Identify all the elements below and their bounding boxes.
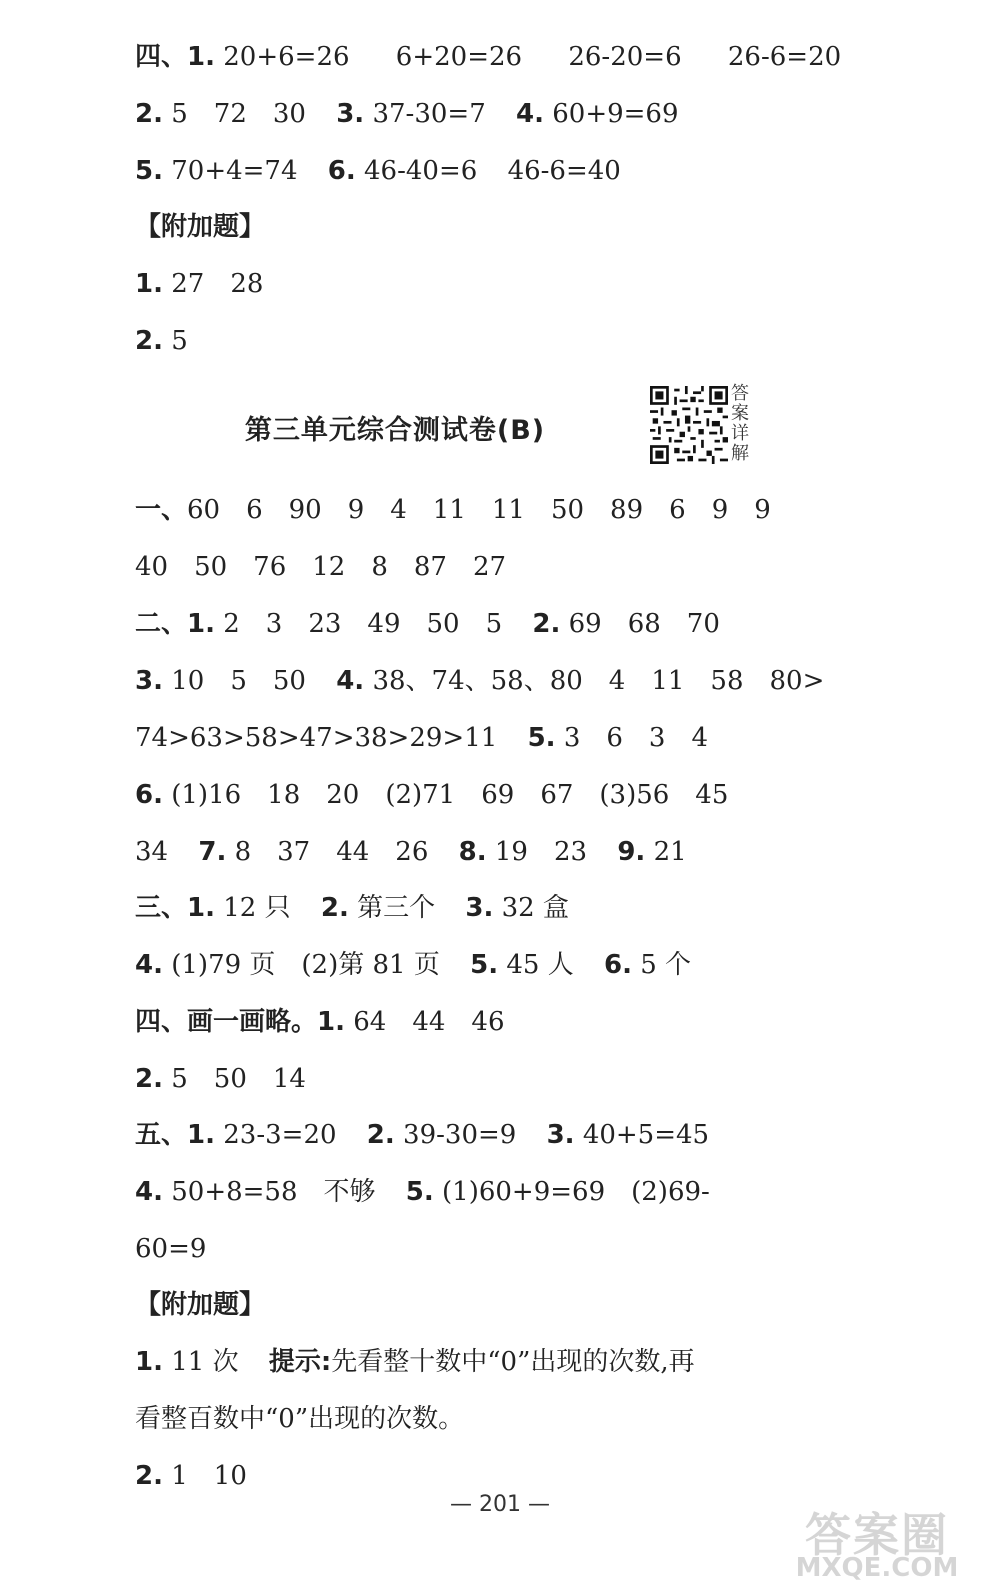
answer-text: (1)60+9=69 (2)69-	[442, 1177, 710, 1207]
answer-text: 26-6=20	[727, 42, 842, 72]
answer-line-wu	[135, 1117, 810, 1153]
answer-line	[135, 947, 810, 983]
answer-text: 38、74、58、80 4 11 58 80>	[372, 666, 825, 696]
item-number: 2.	[135, 1064, 163, 1094]
answer-text: 1 10	[171, 1461, 247, 1491]
section-head: 四、	[135, 42, 188, 72]
answer-text: 34	[135, 837, 169, 867]
section-head: 三、	[135, 893, 188, 923]
extra-heading-text: 【附加题】	[135, 212, 266, 242]
answer-text: 19 23	[494, 837, 588, 867]
answer-line	[135, 549, 810, 585]
answer-text: (1)79 页 (2)第 81 页	[171, 950, 440, 980]
hint-text: 先看整十数中“0”出现的次数,再	[331, 1347, 695, 1377]
answer-text: 8 37 44 26	[234, 837, 429, 867]
answer-text: 27 28	[171, 269, 264, 299]
answer-text: 第三个	[357, 893, 436, 923]
answer-line	[135, 1458, 810, 1494]
answer-text: 60+9=69	[552, 99, 679, 129]
item-number: 3.	[336, 99, 365, 129]
item-number: 3.	[135, 666, 163, 696]
item-number: 1.	[187, 42, 215, 72]
answer-line-si2	[135, 1004, 810, 1040]
answer-line	[135, 153, 810, 189]
page-number: — 201 —	[450, 1492, 550, 1517]
item-number: 1.	[135, 269, 163, 299]
item-number: 4.	[336, 666, 365, 696]
watermark-logo	[782, 1499, 972, 1583]
answer-text: 60=9	[135, 1234, 207, 1264]
item-number: 7.	[198, 837, 227, 867]
answer-line	[135, 1174, 810, 1210]
answer-text: 50+8=58 不够	[171, 1177, 376, 1207]
answer-line	[135, 1344, 810, 1380]
extra-heading-text: 【附加题】	[135, 1290, 266, 1320]
item-number: 6.	[135, 780, 163, 810]
item-number: 4.	[135, 950, 163, 980]
answer-text: 5 个	[640, 950, 692, 980]
answer-text: 40 50 76 12 8 87 27	[135, 552, 507, 582]
item-number: 1.	[317, 1007, 345, 1037]
extra-heading	[135, 1287, 810, 1323]
answer-line	[135, 96, 810, 132]
answer-text: 11 次	[171, 1347, 239, 1377]
answer-line	[135, 777, 810, 813]
item-number: 2.	[135, 99, 163, 129]
answer-line	[135, 720, 810, 756]
answer-line	[135, 1231, 810, 1267]
item-number: 5.	[135, 156, 163, 186]
answer-text: 5	[171, 326, 188, 356]
answer-text: 26-20=6	[568, 42, 682, 72]
answer-line	[135, 834, 810, 870]
qr-code-icon	[650, 386, 728, 464]
answer-text: 37-30=7	[372, 99, 486, 129]
answer-text: 20+6=26	[223, 42, 350, 72]
answer-line-san	[135, 890, 810, 926]
answer-text: 74>63>58>47>38>29>11	[135, 723, 498, 753]
item-number: 6.	[603, 950, 632, 980]
item-number: 2.	[135, 1461, 163, 1491]
item-number: 1.	[187, 609, 215, 639]
answer-line	[135, 1401, 810, 1437]
item-number: 5.	[470, 950, 499, 980]
answer-line-yi	[135, 492, 810, 528]
answer-text: 39-30=9	[403, 1120, 517, 1150]
item-number: 1.	[135, 1347, 163, 1377]
answer-text: 70+4=74	[171, 156, 298, 186]
item-number: 4.	[516, 99, 544, 129]
answer-text: 69 68 70	[568, 609, 720, 639]
answer-line	[135, 1061, 810, 1097]
item-number: 2.	[135, 326, 163, 356]
hint-text: 看整百数中“0”出现的次数。	[135, 1404, 465, 1434]
answer-text: 46-40=6	[364, 156, 478, 186]
answer-line	[135, 266, 810, 302]
answer-text: 21	[653, 837, 687, 867]
extra-heading	[135, 209, 810, 245]
answer-text: 2 3 23 49 50 5	[223, 609, 503, 639]
answer-text: 3 6 3 4	[563, 723, 708, 753]
item-number: 5.	[405, 1177, 434, 1207]
section-head: 五、	[135, 1120, 188, 1150]
item-number: 2.	[366, 1120, 395, 1150]
answer-text: 10 5 50	[171, 666, 306, 696]
section-head: 二、	[135, 609, 188, 639]
answer-line-er	[135, 606, 810, 642]
answer-text: 5 72 30	[171, 99, 306, 129]
qr-label: 答案详解	[731, 383, 749, 464]
answer-text: 6+20=26	[395, 42, 523, 72]
item-number: 1.	[187, 893, 215, 923]
item-number: 2.	[532, 609, 561, 639]
hint-label: 提示:	[268, 1347, 332, 1377]
item-number: 3.	[465, 893, 494, 923]
answer-text: 45 人	[506, 950, 574, 980]
item-number: 6.	[327, 156, 356, 186]
section-head: 一、	[135, 495, 188, 525]
item-number: 8.	[458, 837, 487, 867]
item-number: 9.	[617, 837, 646, 867]
item-number: 4.	[135, 1177, 163, 1207]
answer-text: 5 50 14	[171, 1064, 306, 1094]
answer-text: 46-6=40	[507, 156, 621, 186]
item-number: 1.	[187, 1120, 215, 1150]
answer-line-si	[135, 39, 842, 75]
answer-line	[135, 323, 810, 359]
answer-text: 40+5=45	[582, 1120, 710, 1150]
section-head: 四、画一画略。	[135, 1007, 318, 1037]
item-number: 2.	[320, 893, 349, 923]
item-number: 5.	[527, 723, 556, 753]
answer-text: 64 44 46	[353, 1007, 505, 1037]
unit-title: 第三单元综合测试卷(B)	[244, 415, 546, 446]
answer-text: 23-3=20	[223, 1120, 337, 1150]
watermark-logo-text: 答案圈	[805, 1508, 949, 1562]
watermark-url: MXQE.COM	[795, 1553, 959, 1583]
answer-text: 60 6 90 9 4 11 11 50 89 6 9 9	[187, 495, 771, 525]
item-number: 3.	[546, 1120, 575, 1150]
answer-line	[135, 663, 825, 699]
answer-text: 32 盒	[501, 893, 569, 923]
answer-text: (1)16 18 20 (2)71 69 67 (3)56 45	[171, 780, 729, 810]
answer-text: 12 只	[223, 893, 291, 923]
